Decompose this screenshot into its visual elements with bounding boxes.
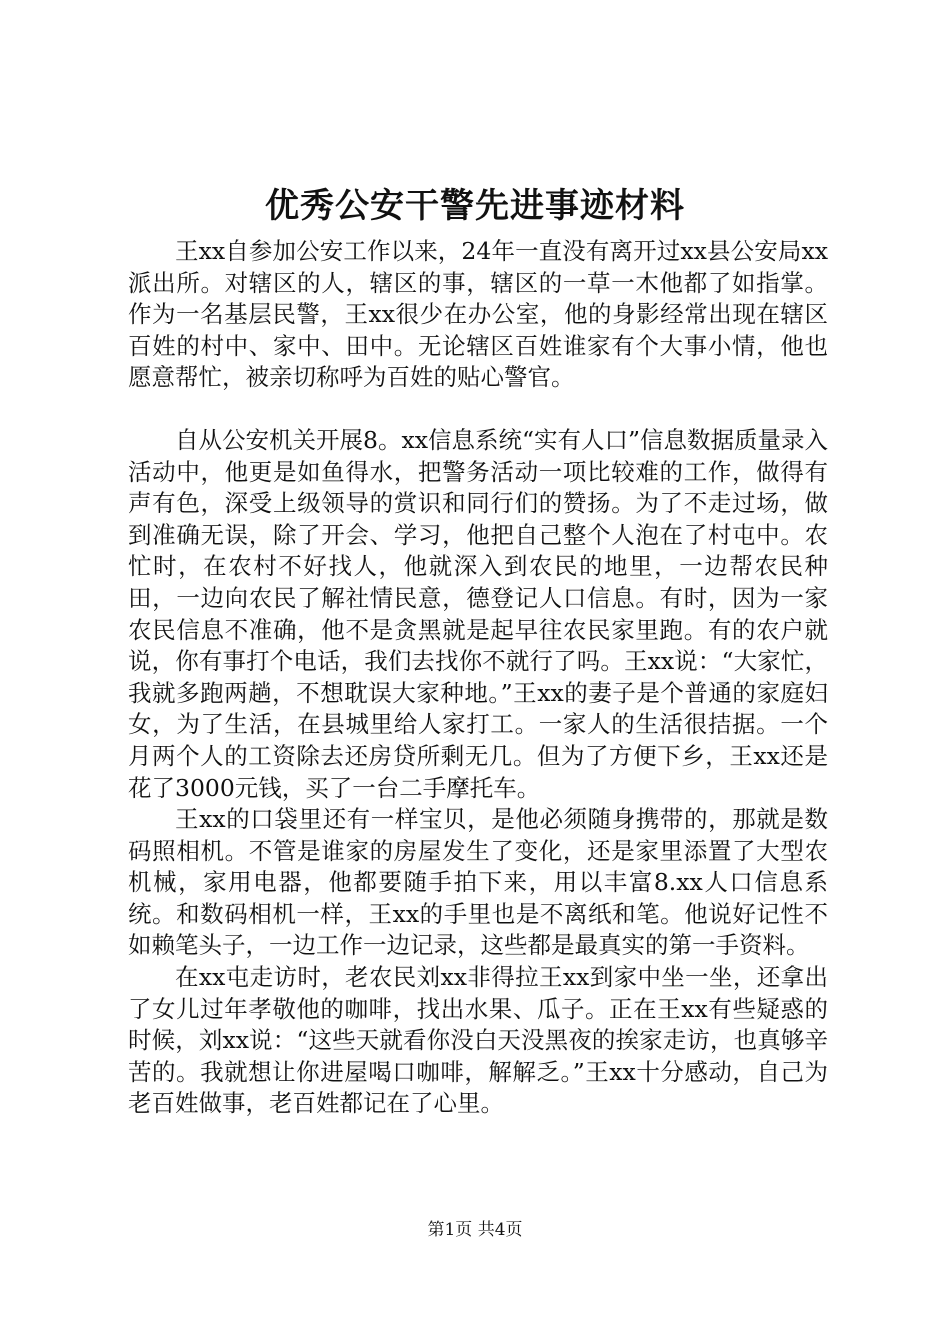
document-body <box>128 236 828 1120</box>
paragraph-1: 王xx自参加公安工作以来，24年一直没有离开过xx县公安局xx派出所。对辖区的人，辖区的事，辖区的一草一木他都了如指掌。作为一名基层民警，王xx很少在办公室，他的身影经常出现在辖区百姓的村中、家中、田中。无论辖区百姓谁家有个大事小情，他也愿意帮忙，被亲切称呼为百姓的贴心警官。 <box>128 237 828 392</box>
document-title: 优秀公安干警先进事迹材料 <box>265 186 685 226</box>
paragraph-3: 王xx的口袋里还有一样宝贝，是他必须随身携带的，那就是数码照相机。不管是谁家的房屋发生了变化，还是家里添置了大型农机械，家用电器，他都要随手拍下来，用以丰富8.xx人口信息系统。和数码相机一样，王xx的手里也是不离纸和笔。他说好记性不如赖笔头子，一边工作一边记录，这些都是最真实的第一手资料。 <box>128 805 828 960</box>
paragraph-2: 自从公安机关开展8。xx信息系统“实有人口”信息数据质量录入活动中，他更是如鱼得水，把警务活动一项比较难的工作，做得有声有色，深受上级领导的赏识和同行们的赞扬。为了不走过场，做到准确无误，除了开会、学习，他把自己整个人泡在了村屯中。农忙时，在农村不好找人，他就深入到农民的地里，一边帮农民种田，一边向农民了解社情民意，德登记人口信息。有时，因为一家农民信息不准确，他不是贪黑就是起早往农民家里跑。有的农户就说，你有事打个电话，我们去找你不就行了吗。王xx说：“大家忙，我就多跑两趟，不想耽误大家种地。”王xx的妻子是个普通的家庭妇女，为了生活，在县城里给人家打工。一家人的生活很拮据。一个月两个人的工资除去还房贷所剩无几。但为了方便下乡，王xx还是花了3000元钱，买了一台二手摩托车。 <box>128 425 828 802</box>
page-number-footer: 第1页 共4页 <box>427 1220 523 1240</box>
paragraph-4: 在xx屯走访时，老农民刘xx非得拉王xx到家中坐一坐，还拿出了女儿过年孝敬他的咖啡，找出水果、瓜子。正在王xx有些疑惑的时候，刘xx说：“这些天就看你没白天没黑夜的挨家走访，也真够辛苦的。我就想让你进屋喝口咖啡，解解乏。”王xx十分感动，自己为老百姓做事，老百姓都记在了心里。 <box>128 963 828 1118</box>
